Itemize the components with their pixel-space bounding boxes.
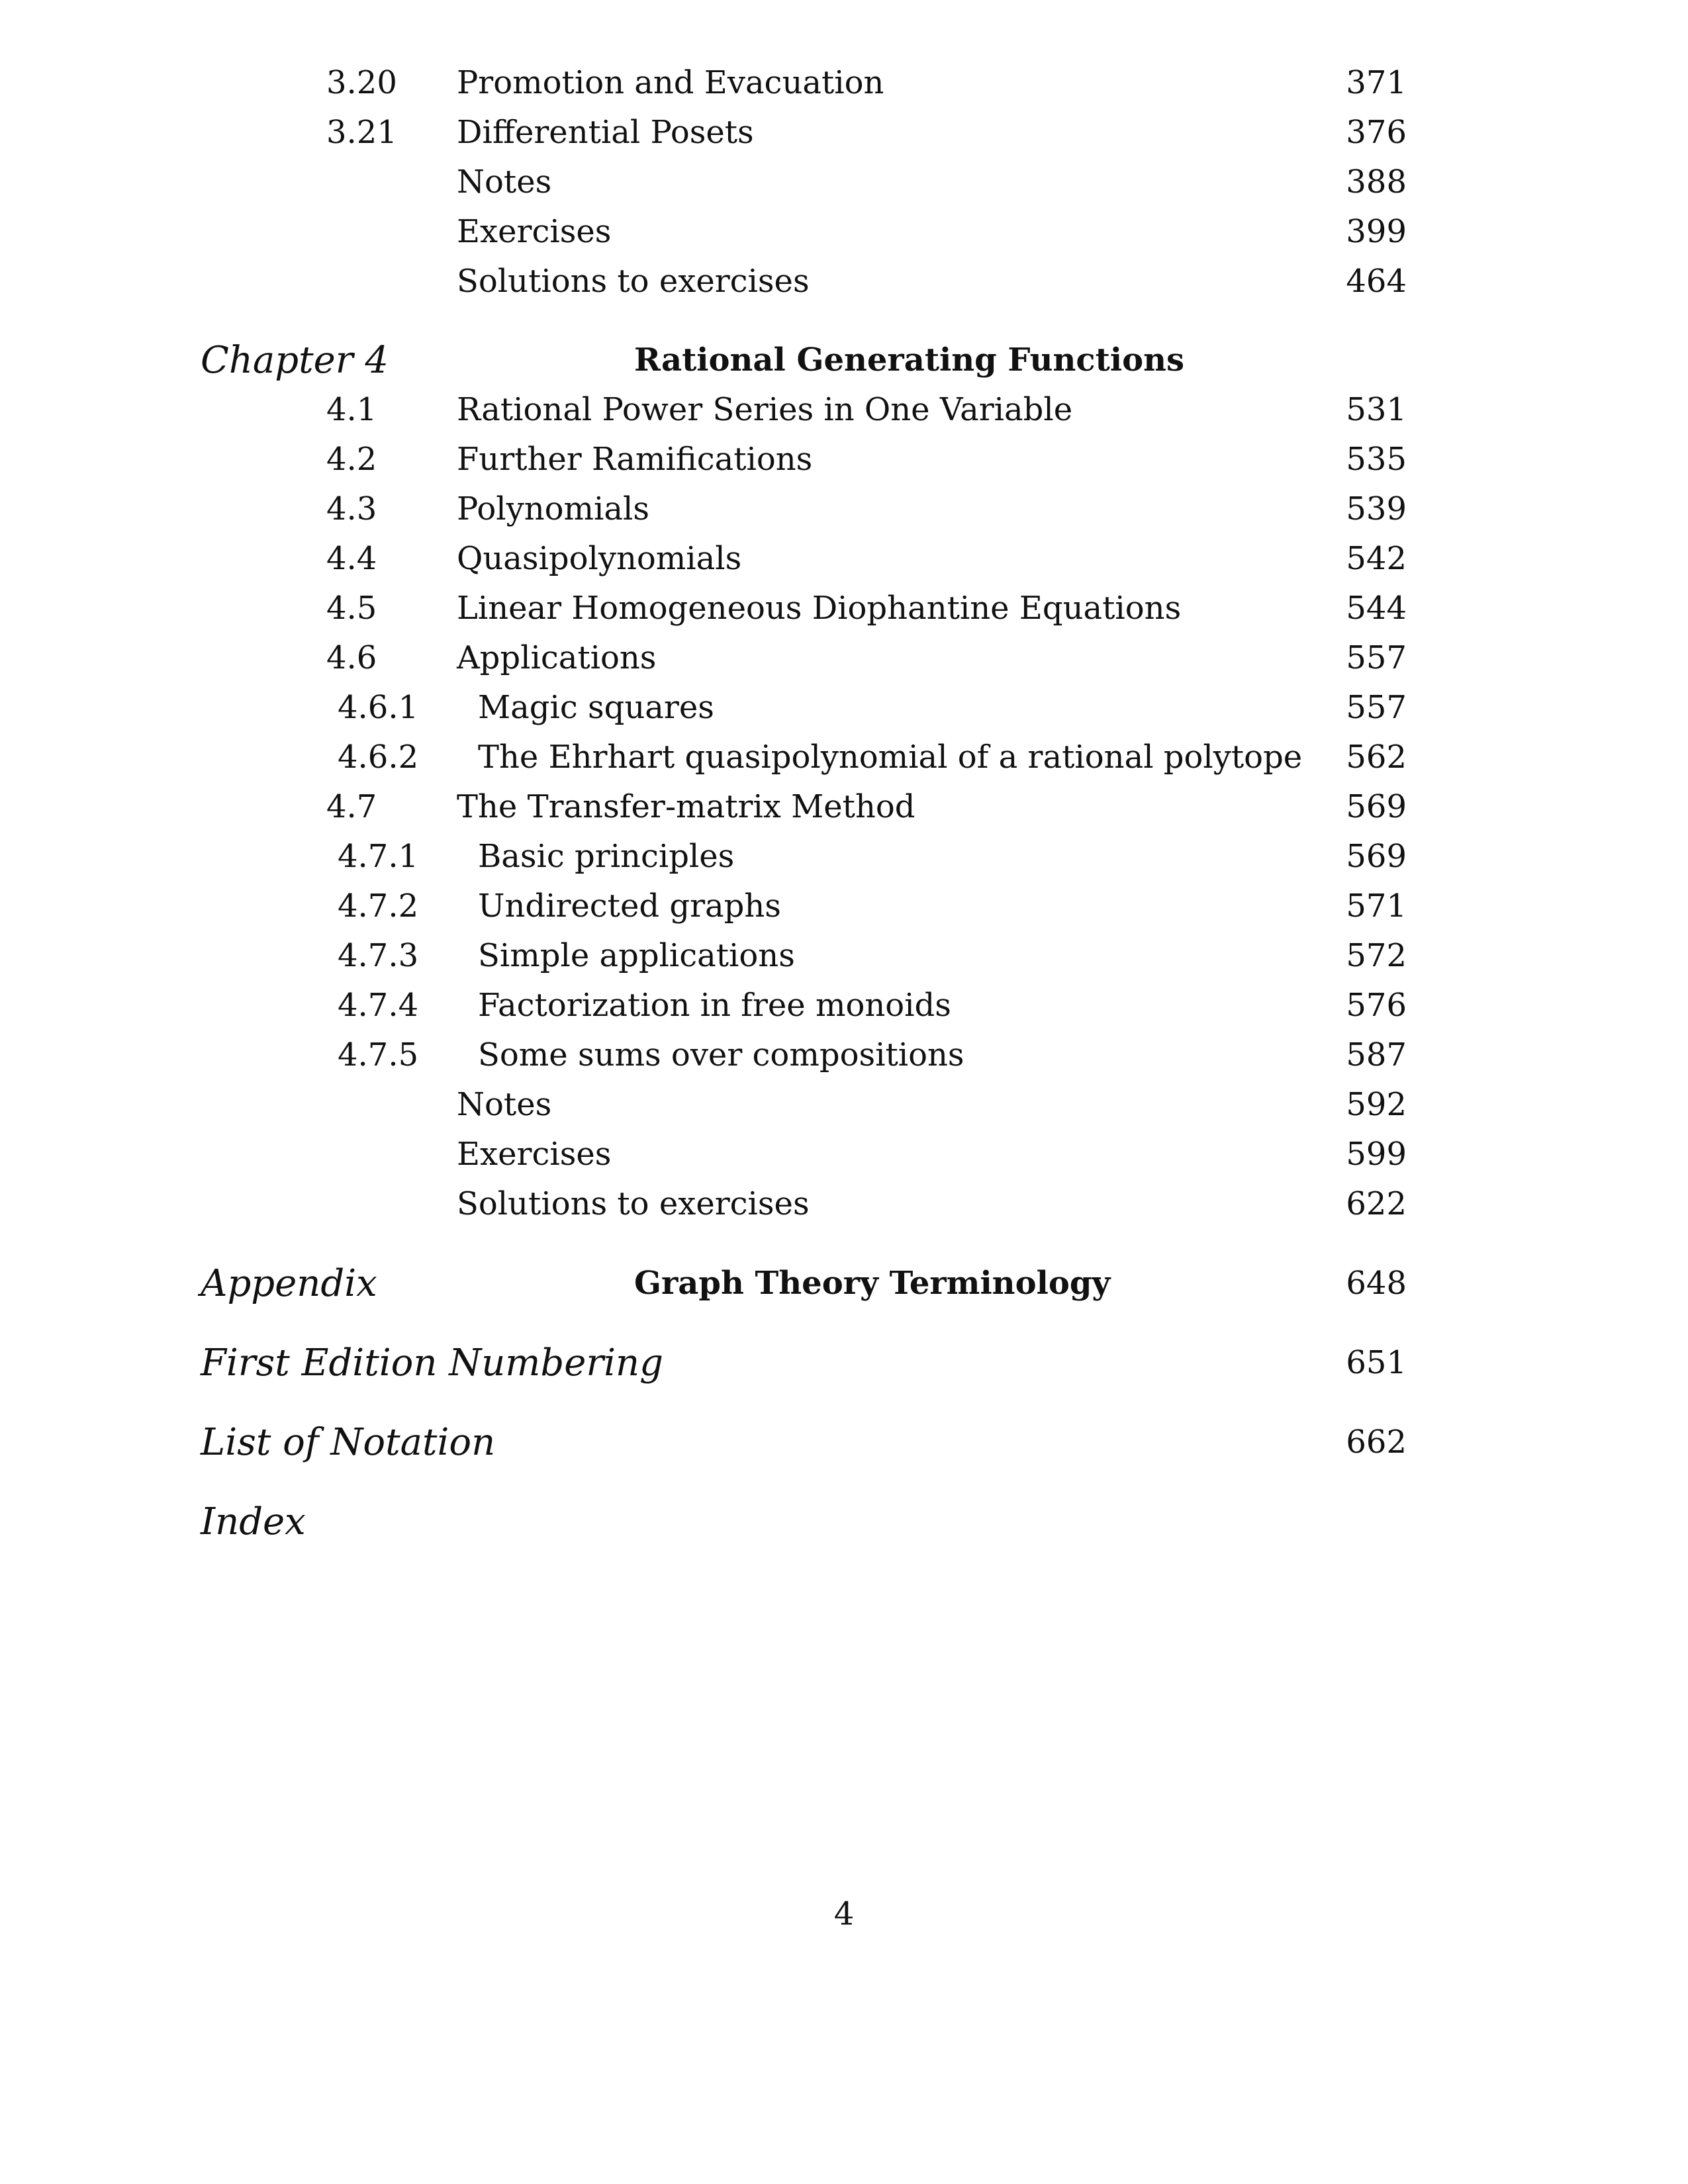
toc-entry bbox=[0, 58, 1688, 108]
section-title: Quasipolynomials bbox=[457, 540, 742, 577]
section-number: 4.5 bbox=[326, 590, 377, 627]
toc-entry bbox=[0, 108, 1688, 158]
section-number: 4.1 bbox=[326, 391, 377, 428]
toc-entry bbox=[0, 385, 1688, 435]
page-ref: 562 bbox=[1346, 739, 1407, 776]
section-number: 4.4 bbox=[326, 540, 377, 577]
section-title: The Transfer-matrix Method bbox=[457, 788, 915, 825]
back-matter-entry bbox=[0, 1338, 1688, 1388]
subsection-title: Basic principles bbox=[478, 838, 735, 875]
chapter-label: Chapter 4 bbox=[201, 339, 389, 382]
section-title: Differential Posets bbox=[457, 114, 754, 151]
page-ref: 622 bbox=[1346, 1185, 1407, 1222]
page-ref: 592 bbox=[1346, 1086, 1407, 1123]
toc-entry bbox=[0, 207, 1688, 257]
toc-entry bbox=[0, 158, 1688, 207]
section-number: 4.3 bbox=[326, 490, 377, 527]
toc-subentry bbox=[0, 882, 1688, 931]
section-number: 4.7 bbox=[326, 788, 377, 825]
back-matter-entry bbox=[0, 1259, 1688, 1308]
page-ref: 464 bbox=[1346, 263, 1407, 300]
toc-subentry bbox=[0, 981, 1688, 1030]
subsection-title: Factorization in free monoids bbox=[478, 987, 951, 1024]
page-ref: 569 bbox=[1346, 838, 1407, 875]
page-ref: 376 bbox=[1346, 114, 1407, 151]
toc-entry bbox=[0, 1080, 1688, 1130]
section-number: 4.2 bbox=[326, 441, 377, 478]
page-ref: 544 bbox=[1346, 590, 1407, 627]
page-ref: 542 bbox=[1346, 540, 1407, 577]
subsection-number: 4.6.1 bbox=[338, 689, 419, 726]
page-ref: 587 bbox=[1346, 1036, 1407, 1073]
page-ref: 557 bbox=[1346, 689, 1407, 726]
section-number: 4.6 bbox=[326, 639, 377, 676]
page-ref: 531 bbox=[1346, 391, 1407, 428]
section-title: Polynomials bbox=[457, 490, 649, 527]
toc-entry bbox=[0, 633, 1688, 683]
section-number: 3.20 bbox=[326, 64, 397, 101]
page-ref: 569 bbox=[1346, 788, 1407, 825]
section-title: Exercises bbox=[457, 1136, 612, 1173]
toc-subentry bbox=[0, 931, 1688, 981]
toc-subentry bbox=[0, 683, 1688, 733]
page-ref: 399 bbox=[1346, 213, 1407, 250]
chapter-title: Rational Generating Functions bbox=[634, 341, 1184, 379]
section-title: Rational Power Series in One Variable bbox=[457, 391, 1073, 428]
back-matter-label: List of Notation bbox=[201, 1421, 496, 1464]
toc-entry bbox=[0, 435, 1688, 484]
section-title: Notes bbox=[457, 1086, 552, 1123]
section-title: Solutions to exercises bbox=[457, 263, 810, 300]
section-title: Further Ramifications bbox=[457, 441, 813, 478]
section-title: Notes bbox=[457, 163, 552, 201]
section-title: Exercises bbox=[457, 213, 612, 250]
page-ref: 576 bbox=[1346, 987, 1407, 1024]
subsection-number: 4.7.2 bbox=[338, 887, 419, 925]
back-matter-entry bbox=[0, 1497, 1688, 1547]
subsection-title: The Ehrhart quasipolynomial of a rational polytope bbox=[478, 739, 1303, 776]
page-ref: 572 bbox=[1346, 937, 1407, 974]
page-ref: 388 bbox=[1346, 163, 1407, 201]
chapter-heading bbox=[0, 336, 1688, 385]
page-ref: 599 bbox=[1346, 1136, 1407, 1173]
page-ref: 557 bbox=[1346, 639, 1407, 676]
section-title: Solutions to exercises bbox=[457, 1185, 810, 1222]
toc-subentry bbox=[0, 1030, 1688, 1080]
subsection-number: 4.7.4 bbox=[338, 987, 419, 1024]
subsection-title: Some sums over compositions bbox=[478, 1036, 964, 1073]
subsection-title: Magic squares bbox=[478, 689, 714, 726]
page-ref: 539 bbox=[1346, 490, 1407, 527]
toc-subentry bbox=[0, 733, 1688, 782]
back-matter-label: Index bbox=[201, 1500, 306, 1543]
back-matter-label: Appendix bbox=[201, 1262, 377, 1305]
page-number: 4 bbox=[833, 1895, 855, 1933]
toc-subentry bbox=[0, 832, 1688, 882]
toc-entry bbox=[0, 257, 1688, 306]
page-ref: 651 bbox=[1346, 1344, 1407, 1381]
toc-entry bbox=[0, 1130, 1688, 1179]
back-matter-title: Graph Theory Terminology bbox=[634, 1265, 1111, 1302]
section-title: Promotion and Evacuation bbox=[457, 64, 884, 101]
subsection-title: Undirected graphs bbox=[478, 887, 781, 925]
section-title: Linear Homogeneous Diophantine Equations bbox=[457, 590, 1182, 627]
toc-entry bbox=[0, 584, 1688, 633]
back-matter-label: First Edition Numbering bbox=[201, 1342, 663, 1385]
page-ref: 648 bbox=[1346, 1265, 1407, 1302]
page-ref: 571 bbox=[1346, 887, 1407, 925]
subsection-title: Simple applications bbox=[478, 937, 795, 974]
section-title: Applications bbox=[457, 639, 657, 676]
page-ref: 535 bbox=[1346, 441, 1407, 478]
toc-entry bbox=[0, 484, 1688, 534]
subsection-number: 4.7.5 bbox=[338, 1036, 419, 1073]
toc-entry bbox=[0, 534, 1688, 584]
subsection-number: 4.7.3 bbox=[338, 937, 419, 974]
section-number: 3.21 bbox=[326, 114, 397, 151]
page-ref: 371 bbox=[1346, 64, 1407, 101]
subsection-number: 4.6.2 bbox=[338, 739, 419, 776]
subsection-number: 4.7.1 bbox=[338, 838, 419, 875]
page-ref: 662 bbox=[1346, 1424, 1407, 1461]
toc-entry bbox=[0, 1179, 1688, 1229]
toc-entry bbox=[0, 782, 1688, 832]
back-matter-entry bbox=[0, 1418, 1688, 1467]
